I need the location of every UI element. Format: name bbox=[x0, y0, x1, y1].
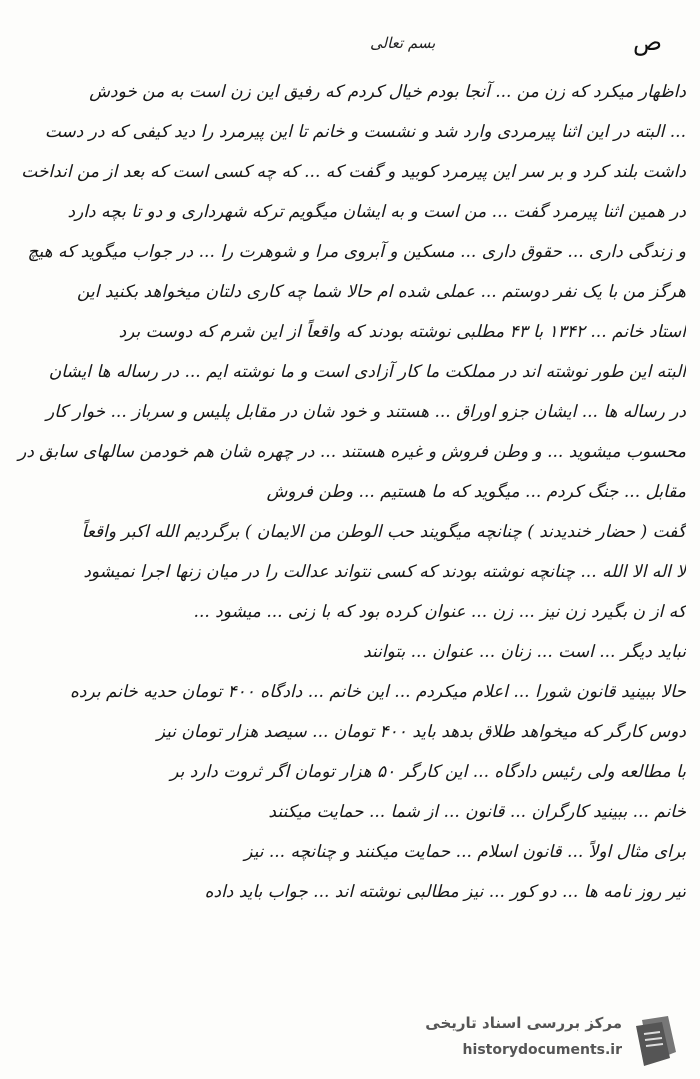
text-line: استاد خانم ... ۱۳۴۲ با ۴۳ مطلبی نوشته بودند که واقعاً از این شرم که دوست برد bbox=[118, 322, 686, 342]
header-note: بسم تعالی bbox=[370, 34, 436, 52]
text-line: محسوب میشوید ... و وطن فروش و غیره هستند ... در چهره شان هم خودمن سالهای سابق در bbox=[18, 442, 686, 462]
text-line: نباید دیگر ... است ... زنان ... عنوان ... بتوانند bbox=[363, 642, 686, 662]
watermark-url: historydocuments.ir bbox=[462, 1042, 622, 1058]
watermark-org-name: مرکز بررسی اسناد تاریخی bbox=[425, 1014, 622, 1032]
text-line: لا اله الا الله ... چنانچه نوشته بودند که کسی نتواند عدالت را در میان زنها اجرا نمیشود bbox=[83, 562, 686, 582]
page-header bbox=[330, 28, 670, 68]
text-line: البته این طور نوشته اند در مملکت ما کار آزادی است و ما نوشته ایم ... در رساله ها ایشان bbox=[48, 362, 686, 382]
handwritten-text-block bbox=[14, 72, 686, 912]
watermark bbox=[420, 1010, 692, 1070]
text-line: با مطالعه ولی رئیس دادگاه ... این کارگر ۵۰ هزار تومان اگر ثروت دارد بر bbox=[170, 762, 686, 782]
text-line: حالا ببینید قانون شورا ... اعلام میکردم ... این خانم ... دادگاه ۴۰۰ تومان حدیه خانم برده bbox=[69, 682, 686, 702]
text-line: دوس کارگر که میخواهد طلاق بدهد باید ۴۰۰ تومان ... سیصد هزار تومان نیز bbox=[156, 722, 686, 742]
text-line: ... البته در این اثنا پیرمردی وارد شد و نشست و خانم تا این پیرمرد را دید کیفی که در دست bbox=[44, 122, 686, 142]
text-line: مقابل ... جنگ کردم ... میگوید که ما هستیم ... وطن فروش bbox=[266, 482, 686, 502]
text-line: تیر روز نامه ها ... دو کور ... نیز مطالبی نوشته اند ... جواب باید داده bbox=[204, 882, 686, 902]
text-line: در همین اثنا پیرمرد گفت ... من است و به ایشان میگویم ترکه شهرداری و دو تا بچه دارد bbox=[67, 202, 686, 222]
page-mark: ص bbox=[632, 28, 662, 56]
text-line: برای مثال اولاً ... قانون اسلام ... حمایت میکنند و چنانچه ... نیز bbox=[244, 842, 686, 862]
text-line: در رساله ها ... ایشان جزو اوراق ... هستند و خود شان در مقابل پلیس و سرباز ... خوار کار bbox=[46, 402, 686, 422]
documents-center-logo-icon bbox=[628, 1012, 684, 1068]
text-line: که از ن بگیرد زن نیز ... زن ... عنوان کرده بود که با زنی ... میشود ... bbox=[193, 602, 686, 622]
text-line: خانم ... ببینید کارگران ... قانون ... از شما ... حمایت میکنند bbox=[268, 802, 686, 822]
text-line: داشت بلند کرد و بر سر این پیرمرد کوبید و گفت که ... که چه کسی است که بعد از من انداخت bbox=[21, 162, 686, 182]
text-line: گفت ( حضار خندیدند ) چنانچه میگویند حب الوطن من الایمان ) برگردیم الله اکبر واقعاً bbox=[81, 522, 686, 542]
text-line: و زندگی داری ... حقوق داری ... مسکین و آبروی مرا و شوهرت را ... در جواب میگوید که هیچ bbox=[27, 242, 686, 262]
text-line: داظهار میکرد که زن من ... آنجا بودم خیال کردم که رفیق این زن است به من خودش bbox=[89, 82, 686, 102]
text-line: هرگز من با یک نفر دوستم ... عملی شده ام حالا شما چه کاری دلتان میخواهد بکنید این bbox=[77, 282, 686, 302]
